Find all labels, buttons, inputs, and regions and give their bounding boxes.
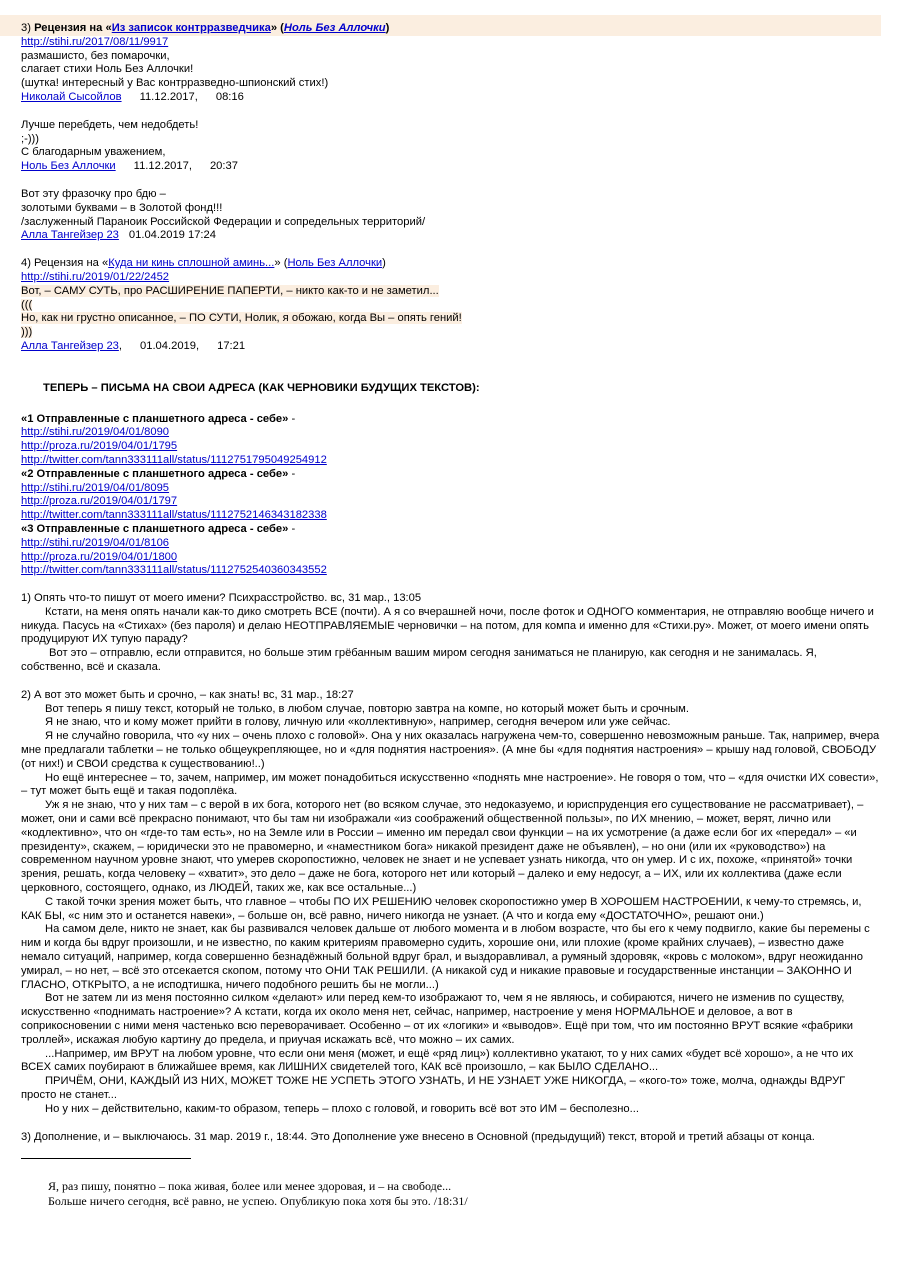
review-3-line: (шутка! интересный у Вас контрразведно-шпионский стих!) bbox=[21, 77, 329, 90]
footer-line: Больше ничего сегодня, всё равно, не успею. Опубликую пока хотя бы это. /18:31/ bbox=[48, 1193, 468, 1208]
review-4-line: ))) bbox=[21, 326, 33, 339]
paragraph: Я не случайно говорила, что «у них – очень плохо с головой». Она у них оказалась нагружена чем-то, совершенно невозможным раньше. Так, например, вчера мне предлагали таблетки – не только общеукрепляющее, но и «для поднятия настроения». (А мне бы «для поднятия настроения» – крышу над головой, СВОБОДУ (от них!) и СВОИ средства к существованию!..) bbox=[21, 730, 880, 770]
paragraph: ПРИЧЁМ, ОНИ, КАЖДЫЙ ИЗ НИХ, МОЖЕТ ТОЖЕ НЕ УСПЕТЬ ЭТОГО УЗНАТЬ, И НЕ УЗНАЕТ УЖЕ НИКОГДА, – «кого-то» тоже, молча, однажды ВДРУГ просто не станет... bbox=[21, 1075, 846, 1101]
reply-1-signature: Ноль Без Аллочки 11.12.2017, 20:37 bbox=[21, 160, 238, 173]
reply-1-line: ;-))) bbox=[21, 132, 40, 145]
text-3: 3) Дополнение, и – выключаюсь. 31 мар. 2019 г., 18:44. Это Дополнение уже внесено в Основной (предыдущий) текст, второй и третий абзацы от конца. bbox=[21, 1130, 815, 1143]
paragraph: Вот теперь я пишу текст, который не только, в любом случае, повторю завтра на компе, но который может быть и срочным. bbox=[45, 702, 689, 715]
paragraph: Но ещё интереснее – то, зачем, например, им может понадобиться искусственно «поднять мне настроение». Не говоря о том, что – «для очистки ИХ совести», – тут может быть ещё и такая подоплёка. bbox=[21, 771, 879, 798]
reply-2-line: Вот эту фразочку про бдю – bbox=[21, 187, 166, 200]
reply-1-line: Лучше перебдеть, чем недобдеть! bbox=[21, 118, 199, 131]
review-4-signature-name-link[interactable]: Алла Тангейзер 23 bbox=[21, 339, 119, 352]
footer-note bbox=[21, 1179, 881, 1208]
section-title: ТЕПЕРЬ – ПИСЬМА НА СВОИ АДРЕСА (КАК ЧЕРНОВИКИ БУДУЩИХ ТЕКСТОВ): bbox=[43, 381, 480, 394]
paragraph: Вот не затем ли из меня постоянно силком «делают» или перед кем-то изображают то, чем я не являюсь, и собираются, ничего не изменив по существу, искусственно «поднимать настроение»? А кстати, когда их около меня нет, сейчас, например, настроение у меня НОРМАЛЬНОЕ и деловое, а вот в соприкосновении с ними меня частенько всю переворачивает. Особенно – от их «логики» и «выводов». Ещё при том, что им постоянно ВРУТ всякие «фабрики троллей», искажая любую картину до предела, и приучая искажать всё, что можно – их самих. bbox=[21, 992, 853, 1046]
sent-link[interactable]: http://proza.ru/2019/04/01/1795 bbox=[21, 440, 178, 453]
sent-link[interactable]: http://stihi.ru/2019/04/01/8090 bbox=[21, 426, 170, 439]
paragraph: Кстати, на меня опять начали как-то дико смотреть ВСЕ (почти). А я со вчерашней ночи, после фоток и ОДНОГО комментария, не отправляю вообще ничего и никуда. Пасусь на «Стихах» (без пароля) и делаю НЕОТПРАВЛЯЕМЫЕ черновички – на потом, для компа и именно для «Стихи.ру». Может, от моего имени опять продуцируют ИХ тупую параду? bbox=[21, 605, 874, 646]
text-2-heading: 2) А вот это может быть и срочно, – как знать! вс, 31 мар., 18:27 bbox=[21, 688, 354, 701]
review-4-signature: Алла Тангейзер 23, 01.04.2019, 17:21 bbox=[21, 339, 246, 352]
review-3-signature-name-link[interactable]: Николай Сысойлов bbox=[21, 90, 122, 103]
paragraph: ...Например, им ВРУТ на любом уровне, что если они меня (может, и ещё «ряд лиц») коллективно укатают, то у них самих «будет всё хорошо», а не что их ВСЕХ самих поубирают в ближайшее время, как ЛИШНИХ свидетелей того, КАК всё произошло, – как БЫЛО СДЕЛАНО... bbox=[21, 1047, 854, 1074]
review-4-url-link[interactable]: http://stihi.ru/2019/01/22/2452 bbox=[21, 270, 170, 283]
reply-1-signature-name-link[interactable]: Ноль Без Аллочки bbox=[21, 160, 116, 173]
reply-2-line: /заслуженный Параноик Российской Федерации и сопредельных территорий/ bbox=[21, 215, 426, 228]
sent-link[interactable]: http://proza.ru/2019/04/01/1797 bbox=[21, 495, 178, 508]
review-3-author-link[interactable]: Ноль Без Аллочки bbox=[283, 22, 386, 34]
paragraph: Уж я не знаю, что у них там – с верой в их бога, которого нет (во всяком случае, это недоказуемо, и юриспруденция его существование не рассматривает), – может, они и сами всё прекрасно понимают, что бы там ни изображали «из соображений общественной пользы», по ИХ мнению, – может, верят, лично или «кодлективно», что он «где-то там есть», но на Земле или в России – именно им передал свои функции – на их усмотрение (а даже если бог их «передал» – «и президенту», скажем, – юридически это не правомерно, и «наместником бога» никакой президент даже не объявлен), – но они (или их «руководство») на современном научном уровне знают, что умерев скоропостижно, человек не знает и не успевает узнать никогда, что он умер. И с их, похоже, «принятой» точки зрения, решать, когда человеку – «хватит», это дело – даже не бога, которого нет или который – далеко и ему недосуг, а – ИХ, или их коллектива (даже если церковного, состоящего, однако, из ЛЮДЕЙ, таких же, как все остальные...) bbox=[21, 799, 864, 895]
sent-group-2: «2 Отправленные с планшетного адреса - себе» - http://stihi.ru/2019/04/01/8095 http://proza.ru/2019/04/01/1797 http://twitter.com/tann333111all/status/1112752146343182338 bbox=[21, 467, 327, 522]
sent-group-title: «3 Отправленные с планшетного адреса - себе» bbox=[21, 522, 289, 535]
sent-link[interactable]: http://twitter.com/tann333111all/status/1112751795049254912 bbox=[21, 453, 327, 466]
review-3-line: слагает стихи Ноль Без Аллочки! bbox=[21, 63, 194, 76]
sent-group-3: «3 Отправленные с планшетного адреса - себе» - http://stihi.ru/2019/04/01/8106 http://proza.ru/2019/04/01/1800 http://twitter.com/tann333111all/status/1112752540360343552 bbox=[21, 522, 327, 577]
paragraph: С такой точки зрения может быть, что главное – чтобы ПО ИХ РЕШЕНИЮ человек скоропостижно умер В ХОРОШЕМ НАСТРОЕНИИ, к чему-то стремясь, и, КАК БЫ, «с ним это и останется навеки», – больше он, всё равно, ничего никогда не узнает. (А что и когда ему «ДОСТАТОЧНО», решают они.) bbox=[21, 895, 862, 922]
review-4-title-link[interactable]: Куда ни кинь сплошной аминь... bbox=[108, 257, 275, 270]
sent-link[interactable]: http://twitter.com/tann333111all/status/1112752146343182338 bbox=[21, 509, 327, 522]
paragraph: Но у них – действительно, каким-то образом, теперь – плохо с головой, и говорить всё вот это ИМ – бесполезно... bbox=[45, 1102, 639, 1115]
sent-link[interactable]: http://stihi.ru/2019/04/01/8106 bbox=[21, 536, 170, 549]
paragraph: На самом деле, никто не знает, как бы развивался человек дальше от любого момента и в любом возрасте, что бы его к чему подвигло, какие бы перемены с ним и когда бы вдруг произошли, и не известно, по каким критериям правомерно судить, хорошие они, или плохие (кроме крайних случаев), – известно даже немало ситуаций, например, когда совершенно безнадёжный больной вдруг брал, и выздоравливал, а румяный здоровяк, «кровь с молоком», вдруг неожиданно умирал, – но нет, – всё это отсекается скопом, потому что ОНИ ТАК РЕШИЛИ. (А никакой суд и никакие правовые и государственные инстанции – ЗАКОННО И ГЛАСНО, ОТКРЫТО, а не исподтишка, ничего подобного решить бы не могли...) bbox=[21, 923, 870, 991]
review-4-line: Вот, – САМУ СУТЬ, про РАСШИРЕНИЕ ПАПЕРТИ, – никто как-то и не заметил... bbox=[21, 284, 439, 297]
sent-link[interactable]: http://stihi.ru/2019/04/01/8095 bbox=[21, 481, 170, 494]
review-3-header: 3) Рецензия на «Из записок контрразведчика» (Ноль Без Аллочки) bbox=[0, 15, 881, 36]
sent-link[interactable]: http://proza.ru/2019/04/01/1800 bbox=[21, 550, 178, 563]
review-3-title-link[interactable]: Из записок контрразведчика bbox=[111, 22, 271, 34]
reply-1-line: С благодарным уважением, bbox=[21, 146, 166, 159]
reply-2-signature: Алла Тангейзер 23 01.04.2019 17:24 bbox=[21, 229, 216, 242]
text-2 bbox=[21, 689, 881, 1117]
text-1-heading: 1) Опять что-то пишут от моего имени? Психрасстройство. вс, 31 мар., 13:05 bbox=[21, 592, 422, 605]
document-page bbox=[21, 22, 881, 1208]
review-3-url-link[interactable]: http://stihi.ru/2017/08/11/9917 bbox=[21, 35, 169, 48]
reply-2-signature-name-link[interactable]: Алла Тангейзер 23 bbox=[21, 229, 119, 242]
footnote-divider bbox=[21, 1158, 191, 1159]
sent-link[interactable]: http://twitter.com/tann333111all/status/1112752540360343552 bbox=[21, 564, 327, 577]
sent-group-1: «1 Отправленные с планшетного адреса - себе» - http://stihi.ru/2019/04/01/8090 http://proza.ru/2019/04/01/1795 http://twitter.com/tann333111all/status/1112751795049254912 bbox=[21, 412, 327, 466]
review-4-line: ((( bbox=[21, 298, 33, 311]
paragraph: Вот это – отправлю, если отправится, но больше этим грёбанным вашим миром сегодня заниматься не планирую, как сегодня и не занималась. Я, собственно, всё и сказала. bbox=[21, 647, 817, 674]
review-3-signature: Николай Сысойлов 11.12.2017, 08:16 bbox=[21, 90, 244, 103]
review-4-header: 4) Рецензия на «Куда ни кинь сплошной аминь...» (Ноль Без Аллочки) bbox=[21, 257, 386, 270]
sent-group-title: «1 Отправленные с планшетного адреса - себе» bbox=[21, 412, 289, 425]
sent-group-title: «2 Отправленные с планшетного адреса - себе» bbox=[21, 467, 289, 480]
review-3-line: размашисто, без помарочки, bbox=[21, 49, 170, 62]
review-4-line: Но, как ни грустно описанное, – ПО СУТИ, Нолик, я обожаю, когда Вы – опять гений! bbox=[21, 312, 462, 325]
text-1 bbox=[21, 592, 881, 675]
paragraph: Я не знаю, что и кому может прийти в голову, личную или «коллективную», например, сегодня вечером или уже сейчас. bbox=[45, 716, 671, 729]
footer-line: Я, раз пишу, понятно – пока живая, более или менее здоровая, и – на свободе... bbox=[48, 1179, 452, 1194]
review-4-author-link[interactable]: Ноль Без Аллочки bbox=[287, 257, 383, 270]
reply-2-line: золотыми буквами – в Золотой фонд!!! bbox=[21, 201, 223, 214]
